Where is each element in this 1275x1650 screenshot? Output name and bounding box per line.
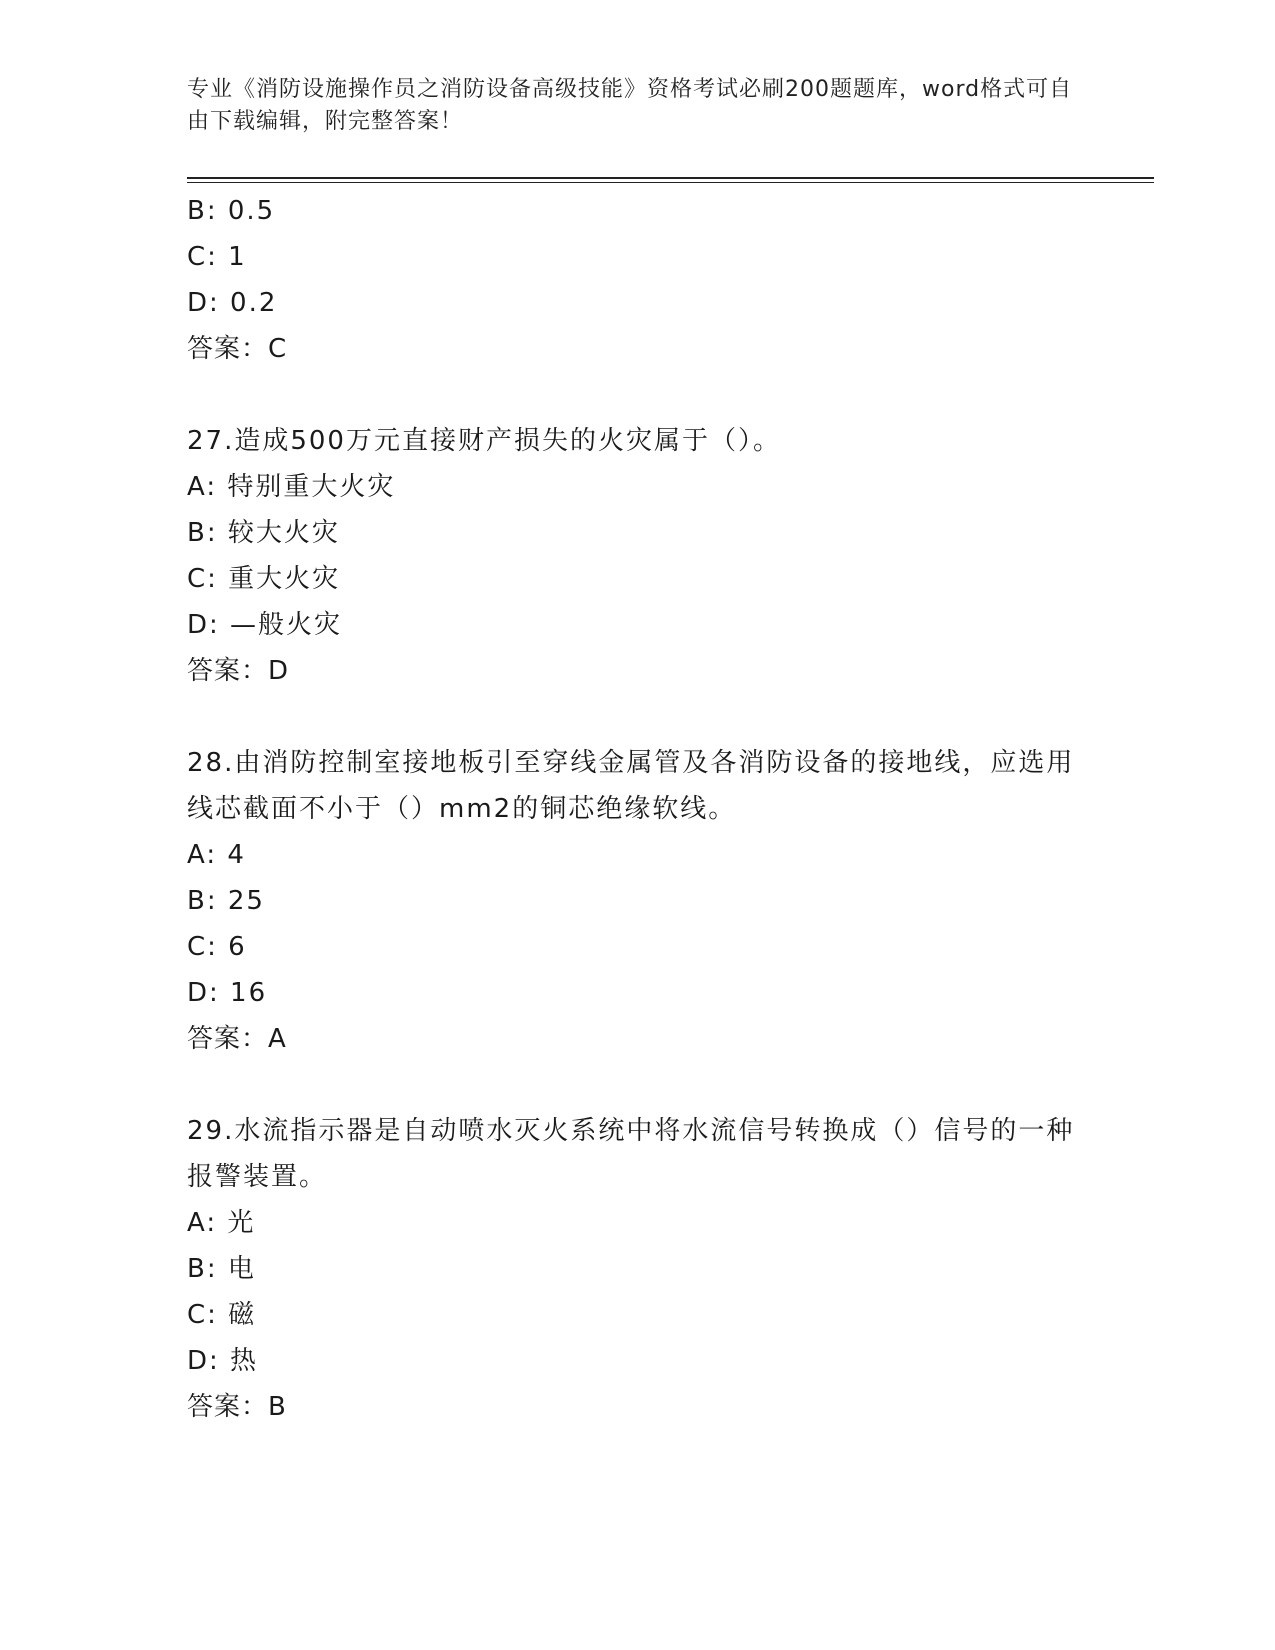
option-d: D: 0.2 [187, 288, 278, 318]
option-c: C: 磁 [187, 1300, 257, 1330]
header-divider [187, 177, 1154, 179]
answer-line: 答案：B [187, 1392, 287, 1422]
option-d: D: —般火灾 [187, 610, 343, 640]
question-27 [187, 418, 1087, 694]
carryover-question [187, 188, 1087, 372]
option-d: D: 16 [187, 978, 268, 1008]
question-stem: 29.水流指示器是自动喷水灭火系统中将水流信号转换成（）信号的一种报警装置。 [187, 1116, 1075, 1192]
document-header: 专业《消防设施操作员之消防设备高级技能》资格考试必刷200题题库，word格式可自由下载编辑，附完整答案！ [187, 77, 1073, 134]
header-divider-thin [187, 182, 1154, 183]
option-b: B: 电 [187, 1254, 256, 1284]
option-d: D: 热 [187, 1346, 259, 1376]
spacer [187, 694, 1087, 740]
option-a: A: 4 [187, 840, 246, 870]
option-b: B: 0.5 [187, 196, 276, 226]
option-b: B: 较大火灾 [187, 518, 340, 548]
option-a: A: 光 [187, 1208, 256, 1238]
option-a: A: 特别重大火灾 [187, 472, 396, 502]
spacer [187, 1062, 1087, 1108]
option-c: C: 1 [187, 242, 247, 272]
answer-line: 答案：D [187, 656, 290, 686]
option-c: C: 重大火灾 [187, 564, 341, 594]
answer-line: 答案：C [187, 334, 288, 364]
option-c: C: 6 [187, 932, 247, 962]
question-stem: 28.由消防控制室接地板引至穿线金属管及各消防设备的接地线，应选用线芯截面不小于（）mm2的铜芯绝缘软线。 [187, 748, 1075, 824]
question-28 [187, 740, 1087, 1062]
question-stem: 27.造成500万元直接财产损失的火灾属于（）。 [187, 426, 781, 456]
answer-line: 答案：A [187, 1024, 287, 1054]
spacer [187, 372, 1087, 418]
question-list [187, 188, 1087, 1430]
option-b: B: 25 [187, 886, 265, 916]
question-29 [187, 1108, 1087, 1430]
